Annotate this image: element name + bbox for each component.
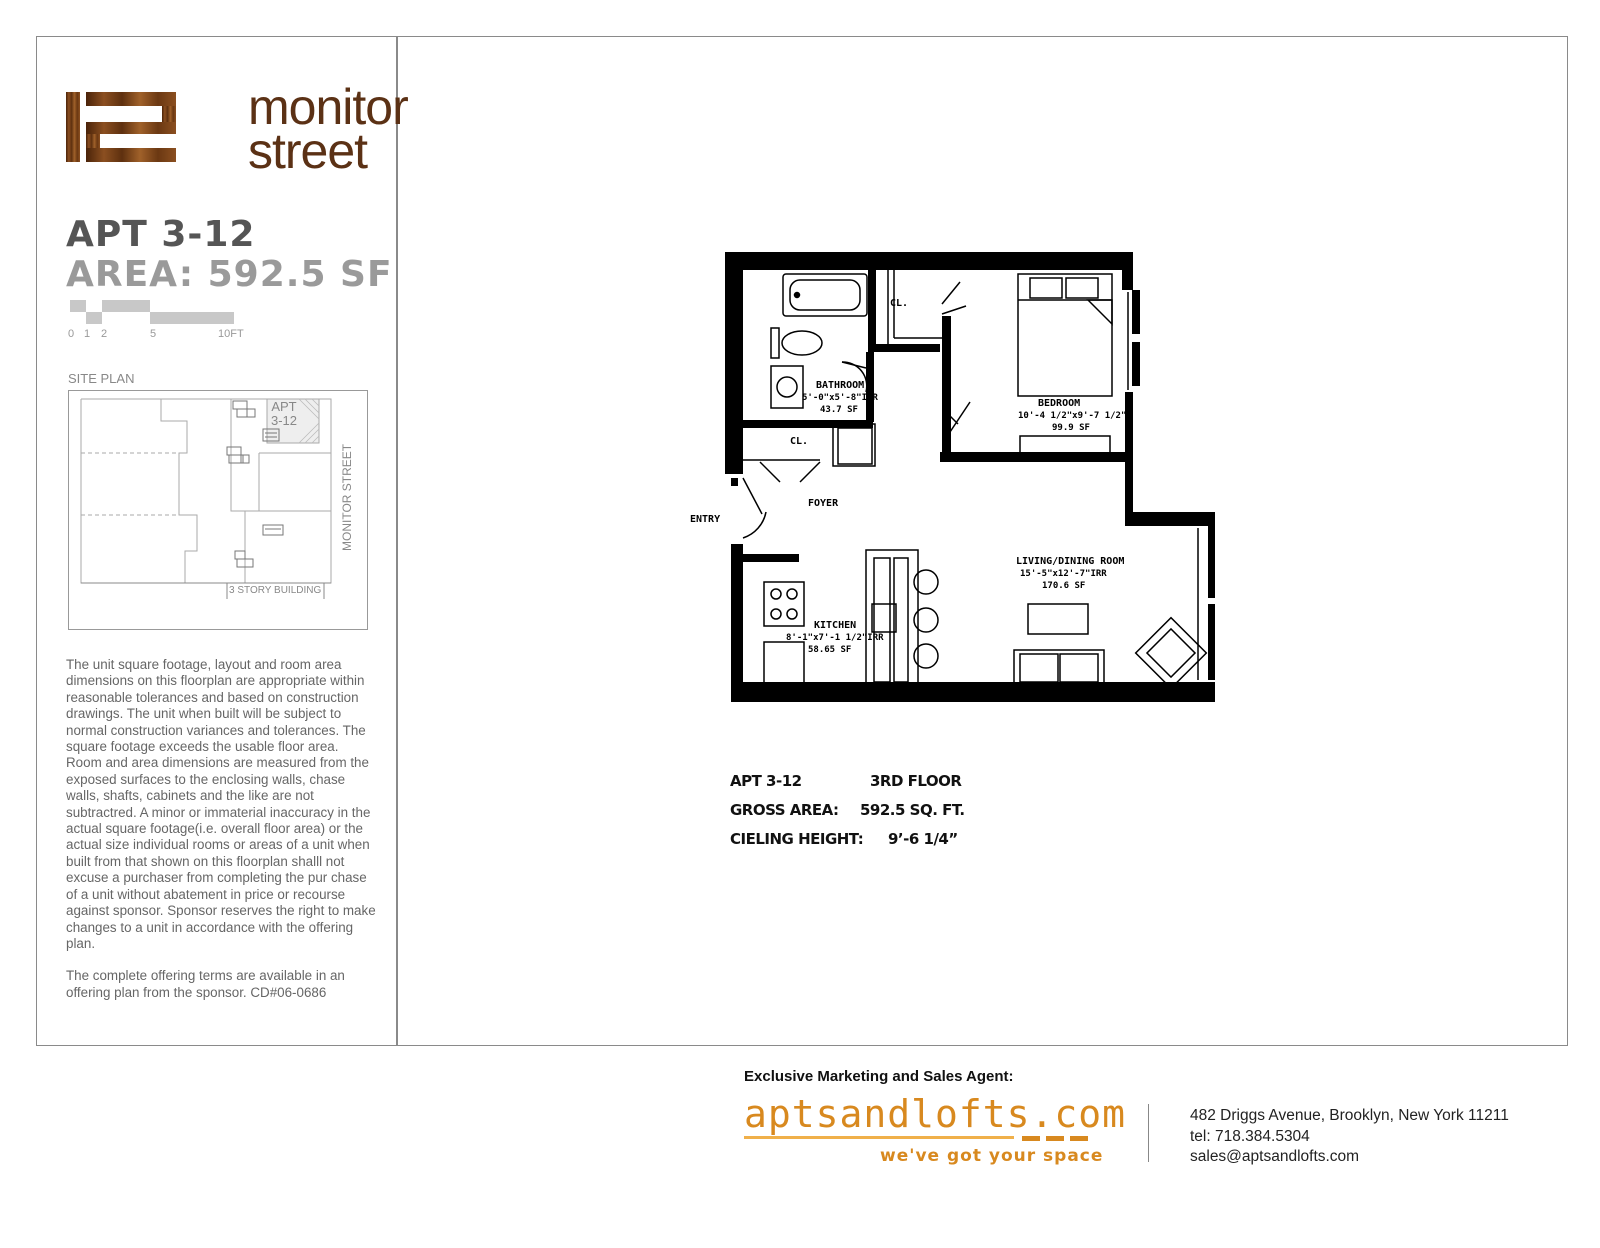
scale-label-2: 2 [101,328,108,340]
disclaimer-paragraph-1: The unit square footage, layout and room area dimensions on this floorplan are appropriate within reasonable tolerances and based on construction drawings. The unit when built will be subject to normal construction variances and tolerances. The square footage exceeds the usable floor area. Room and area dimensions are measured from the exposed surfaces to the enclosing walls, chase walls, shafts, cabinets and the like are not subtractred. A minor or immaterial inaccuracy in the actual square footage(i.e. overall floor area) or the actual size individual rooms or areas of a unit when built from that shown on this floorplan shalll not excuse a purchaser from completing the pur chase of a unit without abatement in price or recourse against sponsor. Sponsor reserves the right to make changes to a unit in accordance with the offering plan. [66,657,376,951]
contact-divider [1148,1104,1149,1162]
plan-living-name: LIVING/DINING ROOM [1016,556,1125,567]
scale-label-10ft: 10FT [218,328,244,340]
agent-heading: Exclusive Marketing and Sales Agent: [744,1068,1014,1085]
scale-label-0: 0 [68,328,75,340]
plan-bedroom-area: 99.9 SF [1052,423,1090,433]
site-apt-label-line1: APT [271,399,297,414]
scale-label-5: 5 [150,328,157,340]
plan-bathroom-name: BATHROOM [816,380,865,391]
plan-bathroom-dim: 5'-0"x5'-8"IRR [802,393,878,403]
disclaimer-paragraph-2: The complete offering terms are available in an offering plan from the sponsor. CD#06-0686 [66,968,345,1000]
number-12-wood-icon [66,92,184,172]
apartment-area: AREA: 592.5 SF [66,254,393,295]
plan-living-area: 170.6 SF [1042,581,1086,591]
site-building-label: 3 STORY BUILDING [229,585,322,596]
disclaimer [66,657,376,1017]
spec-gross-value: 592.5 SQ. FT. [860,801,965,819]
plan-bedroom-name: BEDROOM [1038,398,1081,409]
agent-logo-underline [744,1136,1092,1142]
apartment-title: APT 3-12 [66,214,256,255]
logo-word-monitor: monitor [248,79,408,135]
plan-closet-label-2: CL. [790,436,809,447]
monitor-street-logo [66,79,408,179]
scale-label-1: 1 [84,328,91,340]
site-apt-label-line2: 3-12 [270,413,298,428]
plan-entry-label: ENTRY [690,514,721,525]
floor-plan [690,252,1220,732]
spec-floor: 3RD FLOOR [870,772,962,790]
sidebar-divider [396,36,398,1046]
plan-kitchen-area: 58.65 SF [808,645,852,655]
plan-foyer-label: FOYER [808,498,839,509]
plan-kitchen-dim: 8'-1"x7'-1 1/2"IRR [786,633,884,643]
agent-logo-text: aptsandlofts.com [744,1092,1127,1136]
scale-bar [66,300,266,344]
logo-word-street: street [248,123,368,179]
plan-bathroom-area: 43.7 SF [820,405,858,415]
spec-ceiling-value: 9’-6 1/4” [888,830,958,848]
plan-closet-label-1: CL. [890,298,909,309]
site-plan-label: SITE PLAN [68,371,135,386]
agent-contact [1190,1106,1509,1168]
agent-address: 482 Driggs Avenue, Brooklyn, New York 11211 [1190,1107,1509,1124]
site-plan [68,390,368,630]
site-street-label: MONITOR STREET [340,443,354,551]
plan-living-dim: 15'-5"x12'-7"IRR [1020,569,1107,579]
plan-bedroom-dim: 10'-4 1/2"x9'-7 1/2" [1018,411,1127,421]
spec-apt: APT 3-12 [730,772,802,790]
agent-tagline: we've got your space [880,1146,1104,1166]
agent-phone: tel: 718.384.5304 [1190,1127,1310,1145]
spec-gross-label: GROSS AREA: [730,801,839,819]
agent-email-link[interactable]: sales@aptsandlofts.com [1190,1148,1360,1165]
plan-kitchen-name: KITCHEN [814,620,857,631]
spec-ceiling-label: CIELING HEIGHT: [730,830,864,848]
